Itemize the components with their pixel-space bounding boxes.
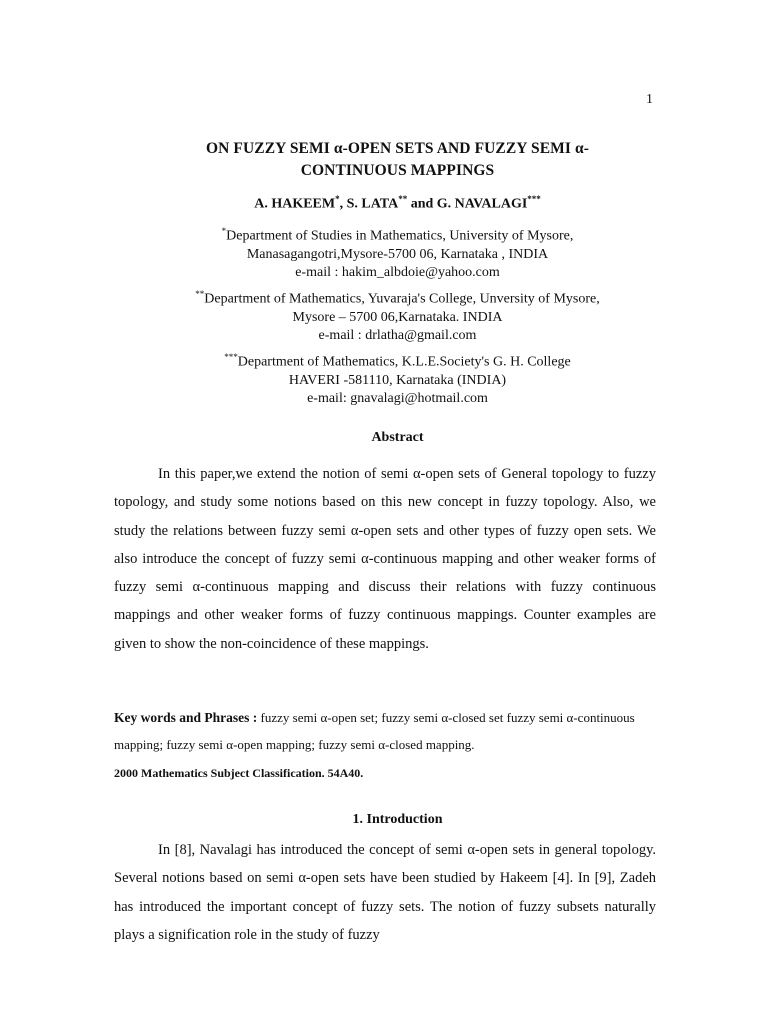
introduction-heading: 1. Introduction — [352, 812, 443, 827]
abstract-heading: Abstract — [371, 430, 424, 445]
affiliation-1-email: e-mail : hakim_albdoie@yahoo.com — [295, 264, 500, 280]
affiliation-3 — [100, 348, 695, 408]
author-1: A. HAKEEM — [254, 196, 336, 212]
affiliation-1 — [100, 222, 695, 282]
affiliation-1-mark: * — [221, 226, 227, 236]
affiliation-2-email: e-mail : drlatha@gmail.com — [318, 327, 477, 343]
affiliation-3-email: e-mail: gnavalagi@hotmail.com — [307, 390, 488, 406]
title-line-1: ON FUZZY SEMI α-OPEN SETS AND FUZZY SEMI α- — [205, 140, 590, 157]
keywords — [114, 704, 656, 758]
abstract-text: In this paper,we extend the notion of semi α-open sets of General topology to fuzzy topology, and study some notions based on this new concept in fuzzy topology. Also, we study the relations between fuzzy semi α-open sets and other types of fuzzy open sets. We also introduce the concept of fuzzy semi α-continuous mapping and other weaker forms of fuzzy semi α-continuous mapping and discuss their relations with fuzzy continuous mappings and other weaker forms of fuzzy continuous mappings. Counter examples are given to show the non-coincidence of these mappings. — [114, 466, 656, 652]
author-2: , S. LATA — [339, 196, 399, 212]
keywords-label: Key words and Phrases : — [114, 710, 258, 725]
affiliation-2-line-1: Department of Mathematics, Yuvaraja's College, Unversity of Mysore, — [204, 291, 600, 307]
affiliation-2-line-2: Mysore – 5700 06,Karnataka. INDIA — [292, 309, 503, 325]
author-3-mark: *** — [527, 194, 541, 204]
author-3: and G. NAVALAGI — [407, 196, 528, 212]
keywords-text: fuzzy semi α-open set; fuzzy semi α-closed set fuzzy semi α-continuous mapping; fuzzy semi α-open mapping; fuzzy semi α-closed mapping. — [114, 710, 635, 752]
paper-title — [100, 138, 695, 182]
affiliation-2 — [100, 285, 695, 345]
author-2-mark: ** — [398, 194, 408, 204]
author-1-mark: * — [335, 194, 340, 204]
msc-classification: 2000 Mathematics Subject Classification. 54A40. — [114, 766, 364, 780]
affiliation-3-mark: *** — [224, 352, 238, 362]
title-line-2: CONTINUOUS MAPPINGS — [300, 162, 495, 179]
page-number: 1 — [646, 92, 653, 107]
affiliation-3-line-2: HAVERI -581110, Karnataka (INDIA) — [288, 372, 507, 388]
affiliation-2-mark: ** — [195, 289, 205, 299]
author-list — [100, 194, 695, 213]
introduction-text: In [8], Navalagi has introduced the concept of semi α-open sets in general topology. Several notions based on semi α-open sets have been studied by Hakeem [4]. In [9], Zadeh has introduced the important concept of fuzzy sets. The notion of fuzzy subsets naturally plays a signification role in the study of fuzzy — [114, 842, 656, 943]
affiliation-1-line-1: Department of Studies in Mathematics, University of Mysore, — [226, 228, 574, 244]
affiliation-3-line-1: Department of Mathematics, K.L.E.Society's G. H. College — [237, 354, 571, 370]
affiliation-1-line-2: Manasagangotri,Mysore-5700 06, Karnataka , INDIA — [246, 246, 549, 262]
